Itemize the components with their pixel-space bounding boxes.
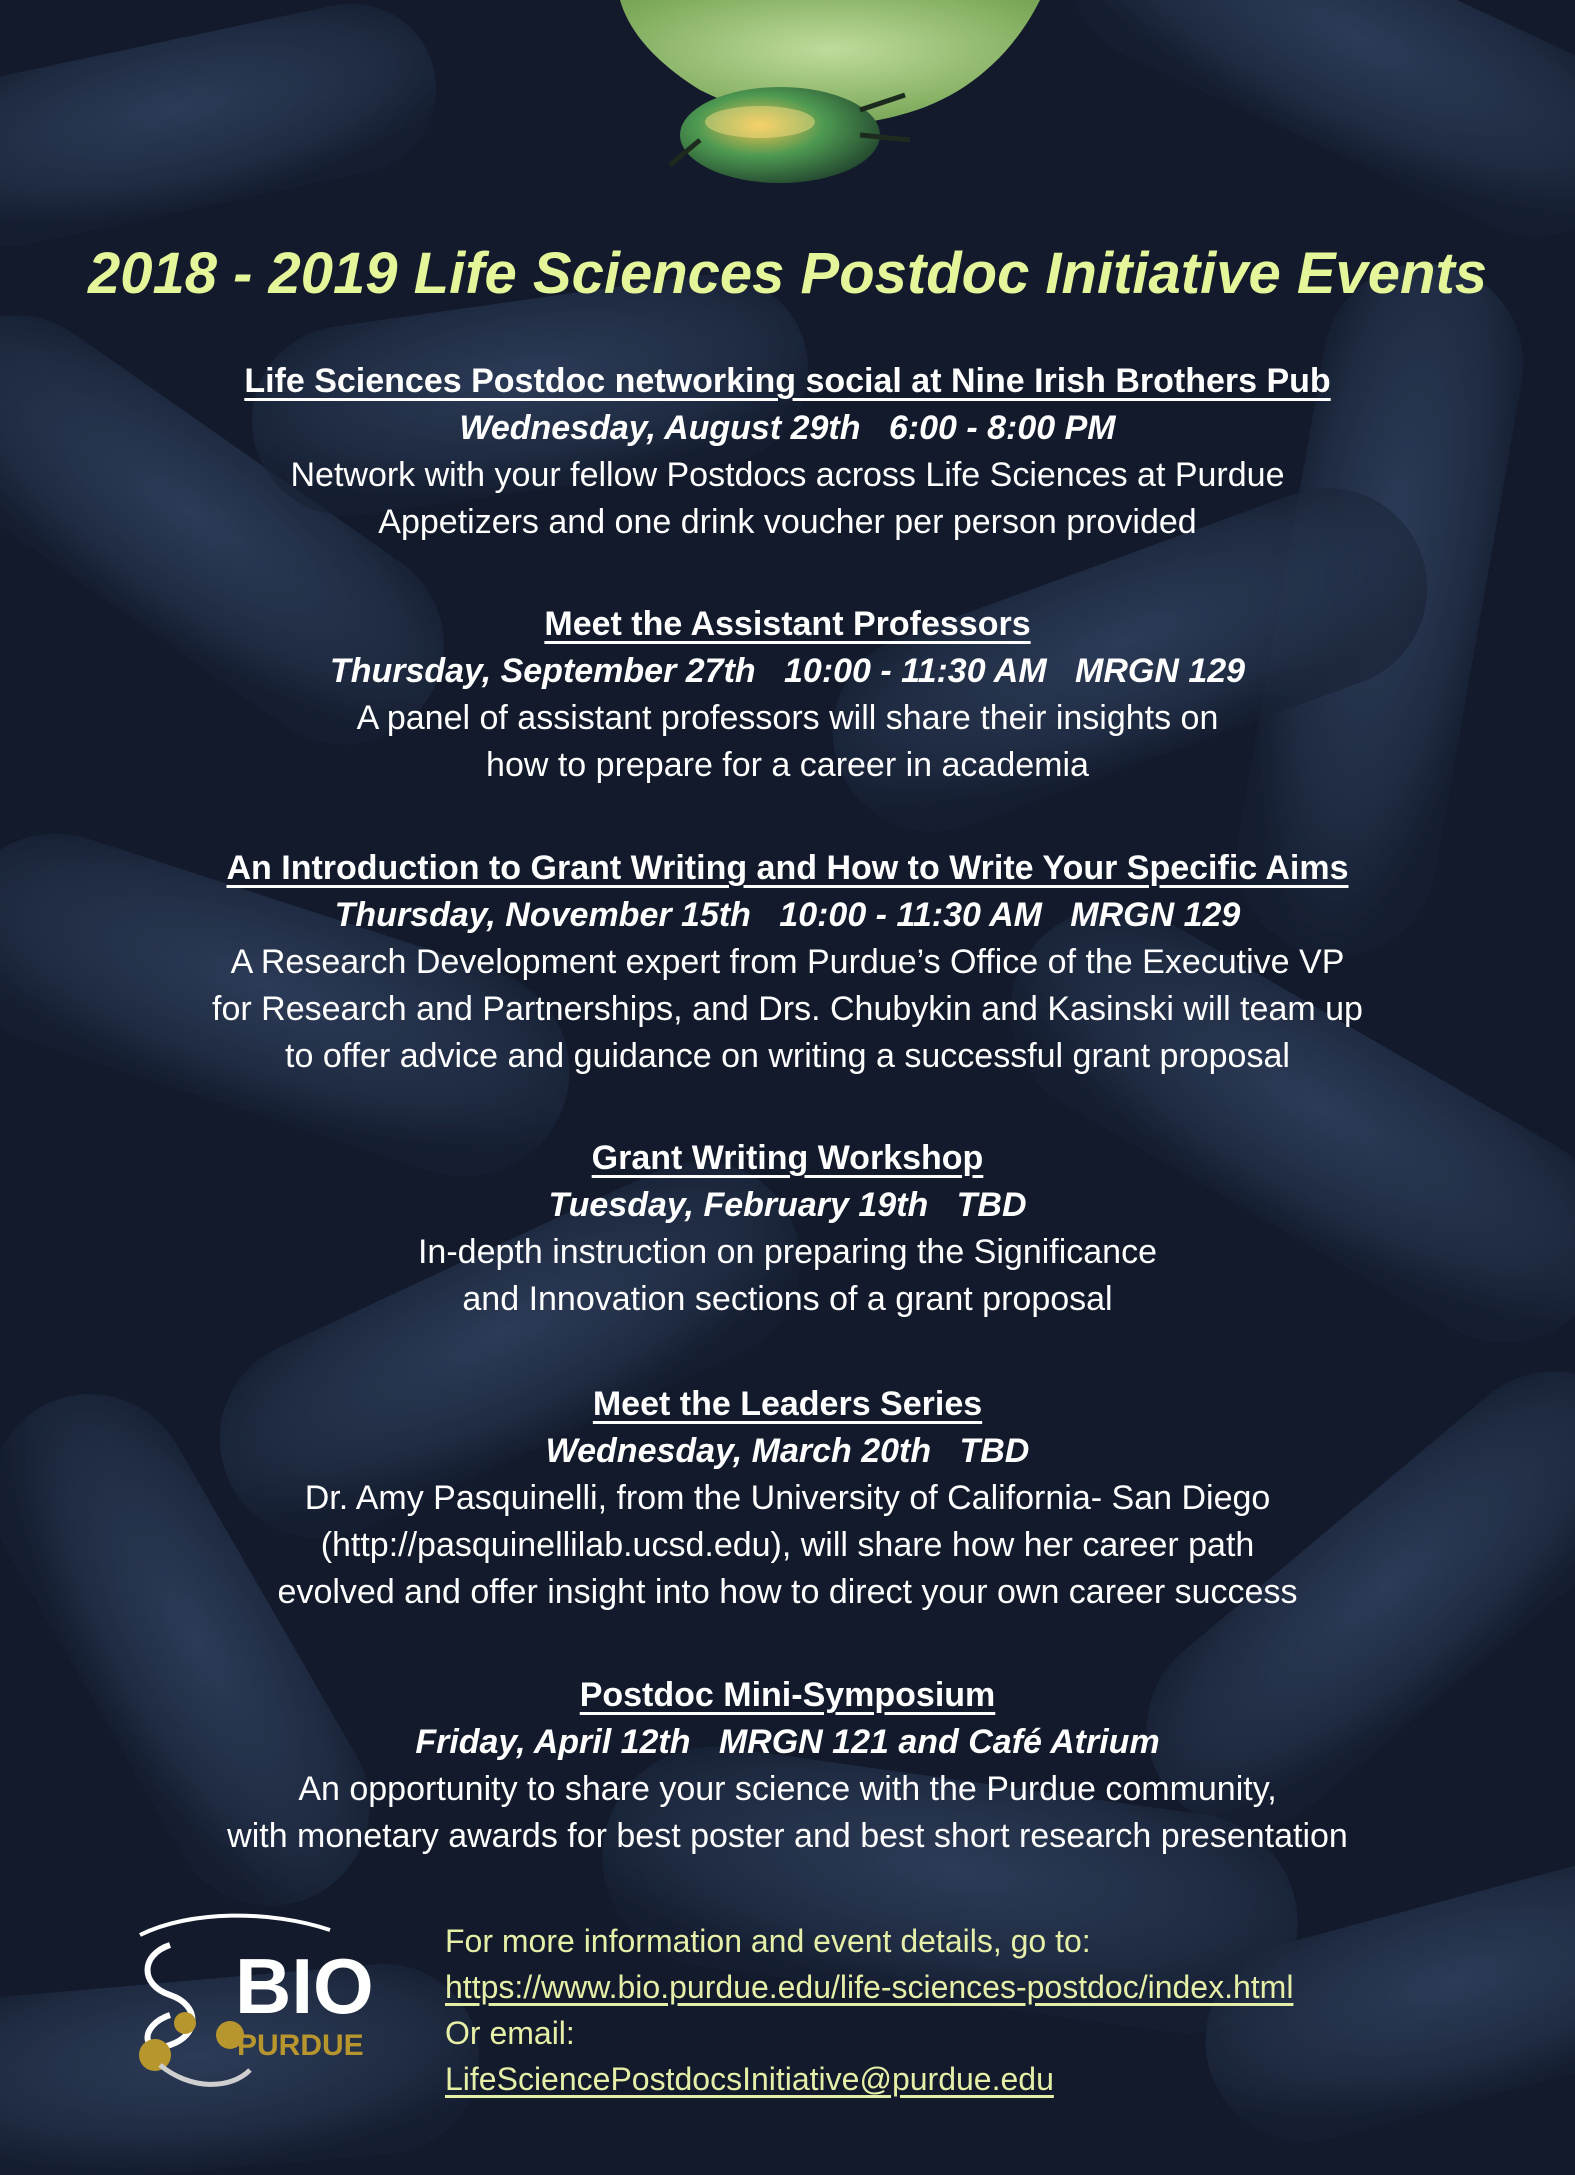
event-mini-symposium [60, 1672, 1515, 1860]
event-description-line: In-depth instruction on preparing the Significance [417, 1233, 1158, 1271]
event-description-line: for Research and Partnerships, and Drs. Chubykin and Kasinski will team up [212, 990, 1363, 1028]
event-title: Life Sciences Postdoc networking social at Nine Irish Brothers Pub [244, 362, 1331, 400]
event-description-line: evolved and offer insight into how to direct your own career success [277, 1573, 1298, 1611]
event-networking-social [60, 358, 1515, 546]
event-description-line: A panel of assistant professors will share their insights on [356, 699, 1219, 737]
event-date: Wednesday, August 29th 6:00 - 8:00 PM [459, 409, 1116, 447]
contact-info [445, 1918, 1545, 2102]
event-title: Postdoc Mini-Symposium [579, 1676, 996, 1714]
event-description-line: Appetizers and one drink voucher per person provided [378, 503, 1197, 541]
event-date: Thursday, November 15th 10:00 - 11:30 AM MRGN 129 [334, 896, 1241, 934]
event-title: Grant Writing Workshop [591, 1139, 984, 1177]
flyer-title: 2018 - 2019 Life Sciences Postdoc Initiative Events [87, 241, 1488, 306]
event-title: Meet the Assistant Professors [544, 605, 1031, 643]
logo-bio-text: BIO [235, 1942, 374, 2030]
event-description-line: to offer advice and guidance on writing a successful grant proposal [285, 1037, 1290, 1075]
email-link[interactable]: LifeSciencePostdocsInitiative@purdue.edu [445, 2061, 1054, 2097]
event-description-line: (http://pasquinellilab.ucsd.edu), will share how her career path [320, 1526, 1255, 1564]
event-meet-the-leaders [60, 1381, 1515, 1616]
event-date: Friday, April 12th MRGN 121 and Café Atrium [415, 1723, 1160, 1761]
event-description-line: with monetary awards for best poster and best short research presentation [227, 1817, 1348, 1855]
event-description-line: An opportunity to share your science with the Purdue community, [298, 1770, 1277, 1808]
event-description-line: A Research Development expert from Purdue’s Office of the Executive VP [230, 943, 1345, 981]
event-description-line: Dr. Amy Pasquinelli, from the University of California- San Diego [304, 1479, 1271, 1517]
email-label: Or email: [445, 2015, 575, 2051]
event-date: Thursday, September 27th 10:00 - 11:30 AM MRGN 129 [329, 652, 1246, 690]
event-description-line: how to prepare for a career in academia [486, 746, 1089, 784]
event-title: An Introduction to Grant Writing and How to Write Your Specific Aims [226, 849, 1349, 887]
logo-purdue-text: PURDUE [237, 2029, 364, 2062]
event-date: Wednesday, March 20th TBD [545, 1432, 1030, 1470]
event-grant-writing-workshop [60, 1135, 1515, 1323]
event-description-line: and Innovation sections of a grant proposal [462, 1280, 1113, 1318]
event-date: Tuesday, February 19th TBD [548, 1186, 1027, 1224]
event-assistant-professors [60, 601, 1515, 789]
event-grant-writing-intro [60, 845, 1515, 1080]
event-description-line: Network with your fellow Postdocs across Life Sciences at Purdue [290, 456, 1285, 494]
bio-purdue-logo [100, 1905, 380, 2105]
info-url-link[interactable]: https://www.bio.purdue.edu/life-sciences-postdoc/index.html [445, 1969, 1294, 2005]
info-intro: For more information and event details, go to: [445, 1923, 1091, 1959]
event-title: Meet the Leaders Series [592, 1385, 983, 1423]
